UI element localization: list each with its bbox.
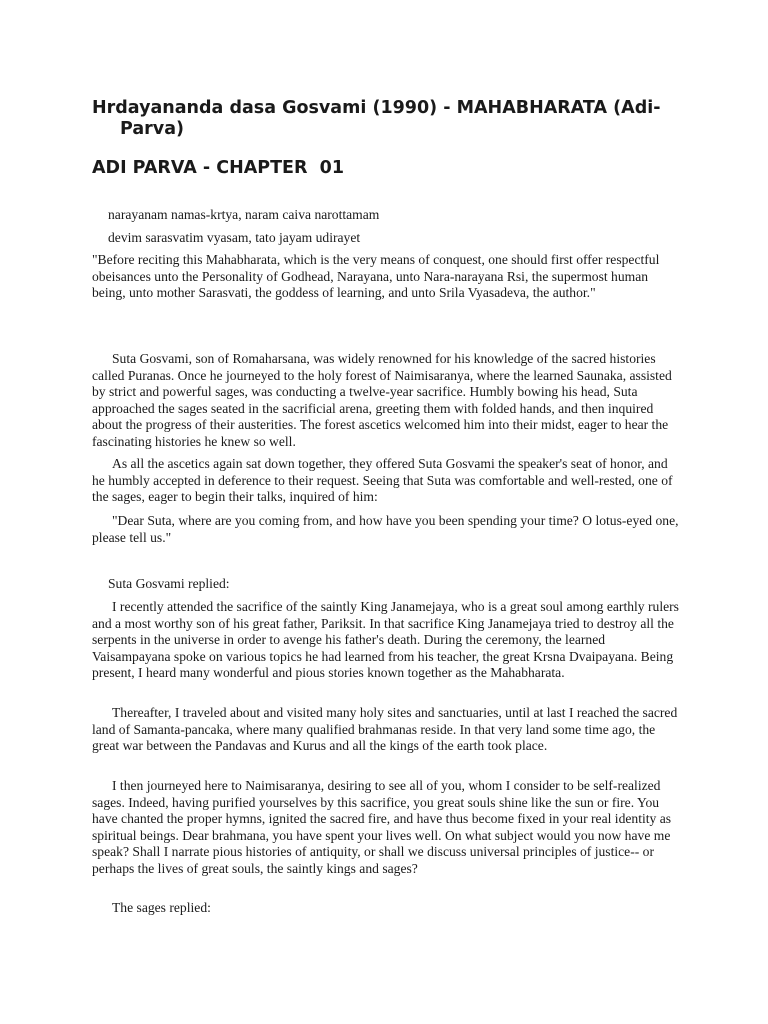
paragraph-suta-intro: Suta Gosvami, son of Romaharsana, was widely renowned for his knowledge of the sacred histories called Puranas. Once he journeyed to the holy forest of Naimisaranya, where the learned Saunaka, assisted by strict and powerful sages, was conducting a twelve-year sacrifice. Humbly bowing his head, Suta approached the sages seated in the sacrificial arena, greeting them with folded hands, and then inquired about the progress of their austerities. The forest ascetics welcomed him into their midst, eager to hear the fascinating histories he knew so well. <box>92 351 672 449</box>
verse-line-1: narayanam namas-krtya, naram caiva narottamam <box>108 207 380 222</box>
chapter-heading: ADI PARVA - CHAPTER 01 <box>92 158 345 178</box>
paragraph-sage-question: "Dear Suta, where are you coming from, and how have you been spending your time? O lotus-eyed one, please tell us." <box>92 513 679 545</box>
paragraph-sages-replied: The sages replied: <box>112 900 211 915</box>
paragraph-janamejaya-sacrifice: I recently attended the sacrifice of the saintly King Janamejaya, who is a great soul among earthly rulers and a most worthy son of his great father, Pariksit. In that sacrifice King Janamejaya tried to destroy all the serpents in the universe in order to avenge his father's death. During the ceremony, the learned Vaisampayana spoke on various topics he had learned from his teacher, the great Krsna Dvaipayana. Being present, I heard many wonderful and pious stories known together as the Mahabharata. <box>92 599 679 680</box>
paragraph-suta-replied: Suta Gosvami replied: <box>108 576 230 591</box>
paragraph-ascetics-seat: As all the ascetics again sat down together, they offered Suta Gosvami the speaker's seat of honor, and he humbly accepted in deference to their request. Seeing that Suta was comfortable and well-rested, one of the sages, eager to begin their talks, inquired of him: <box>92 456 673 504</box>
invocation-paragraph: "Before reciting this Mahabharata, which is the very means of conquest, one should first offer respectful obeisances unto the Personality of Godhead, Narayana, unto Nara-narayana Rsi, the supermost human being, unto mother Sarasvati, the goddess of learning, and unto Srila Vyasadeva, the author." <box>92 252 660 300</box>
paragraph-samanta-pancaka: Thereafter, I traveled about and visited many holy sites and sanctuaries, until at last I reached the sacred land of Samanta-pancaka, where many qualified brahmanas reside. In that very land some time ago, the great war between the Pandavas and Kurus and all the kings of the earth took place. <box>92 705 678 753</box>
document-title: Hrdayananda dasa Gosvami (1990) - MAHABHARATA (Adi-Parva) <box>92 98 661 139</box>
verse-line-2: devim sarasvatim vyasam, tato jayam udirayet <box>108 230 361 245</box>
paragraph-naimisaranya: I then journeyed here to Naimisaranya, desiring to see all of you, whom I consider to be self-realized sages. Indeed, having purified yourselves by this sacrifice, you great souls shine like the sun or fire. You have chanted the proper hymns, ignited the sacred fire, and have thus become fixed in your real identity as spiritual beings. Dear brahmana, you have spent your lives well. On what subject would you now have me speak? Shall I narrate pious histories of antiquity, or shall we discuss universal principles of justice-- or perhaps the lives of great souls, the saintly kings and sages? <box>92 778 672 876</box>
